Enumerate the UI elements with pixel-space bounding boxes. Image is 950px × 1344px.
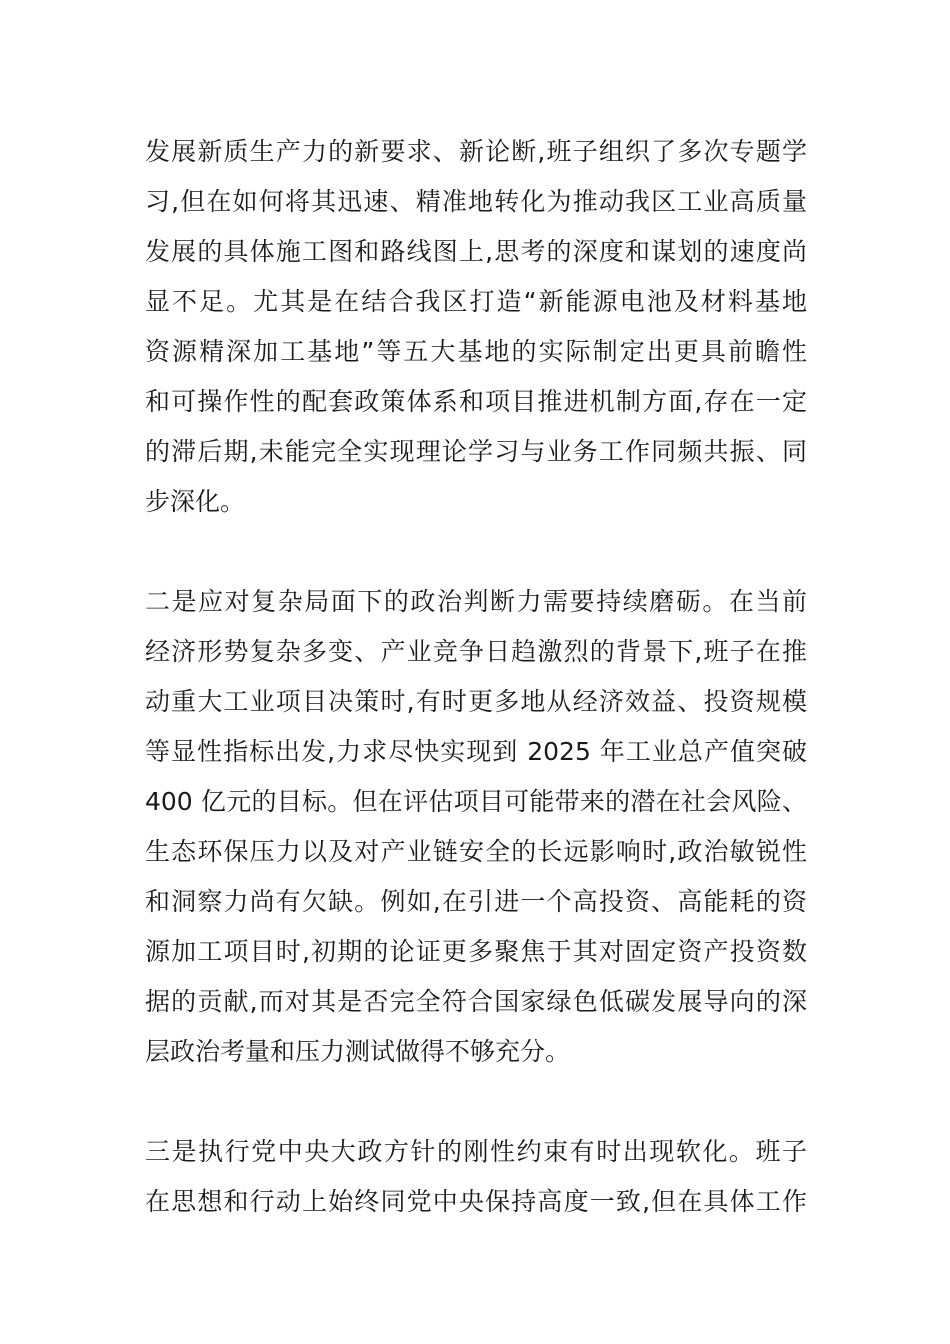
text-line: 动重大工业项目决策时,有时更多地从经济效益、投资规模 bbox=[145, 687, 807, 716]
text-line: 生态环保压力以及对产业链安全的长远影响时,政治敏锐性 bbox=[145, 837, 807, 866]
text-line: 发展新质生产力的新要求、新论断,班子组织了多次专题学 bbox=[145, 137, 807, 166]
text-line: 三是执行党中央大政方针的刚性约束有时出现软化。班子 bbox=[145, 1137, 807, 1166]
paragraph bbox=[145, 577, 807, 1077]
paragraph bbox=[145, 1127, 807, 1227]
text-line: 据的贡献,而对其是否完全符合国家绿色低碳发展导向的深 bbox=[145, 987, 807, 1016]
paragraph bbox=[145, 127, 807, 527]
text-line: 显不足。尤其是在结合我区打造“新能源电池及材料基地 bbox=[145, 287, 807, 316]
text-line: 发展的具体施工图和路线图上,思考的深度和谋划的速度尚 bbox=[145, 237, 807, 266]
text-line: 和可操作性的配套政策体系和项目推进机制方面,存在一定 bbox=[145, 387, 807, 416]
text-line: 的滞后期,未能完全实现理论学习与业务工作同频共振、同 bbox=[145, 437, 807, 466]
text-line: 资源精深加工基地”等五大基地的实际制定出更具前瞻性 bbox=[145, 337, 807, 366]
text-line: 源加工项目时,初期的论证更多聚焦于其对固定资产投资数 bbox=[145, 937, 807, 966]
document-body bbox=[145, 127, 807, 1277]
text-line: 经济形势复杂多变、产业竞争日趋激烈的背景下,班子在推 bbox=[145, 637, 807, 666]
text-line: 在思想和行动上始终同党中央保持高度一致,但在具体工作 bbox=[145, 1187, 807, 1216]
text-line: 等显性指标出发,力求尽快实现到 2025 年工业总产值突破 bbox=[145, 737, 807, 766]
text-line: 二是应对复杂局面下的政治判断力需要持续磨砺。在当前 bbox=[145, 587, 807, 616]
text-line: 和洞察力尚有欠缺。例如,在引进一个高投资、高能耗的资 bbox=[145, 887, 807, 916]
text-line: 步深化。 bbox=[145, 487, 246, 516]
text-line: 层政治考量和压力测试做得不够充分。 bbox=[145, 1037, 571, 1066]
text-line: 400 亿元的目标。但在评估项目可能带来的潜在社会风险、 bbox=[145, 787, 807, 816]
text-line: 习,但在如何将其迅速、精准地转化为推动我区工业高质量 bbox=[145, 187, 807, 216]
